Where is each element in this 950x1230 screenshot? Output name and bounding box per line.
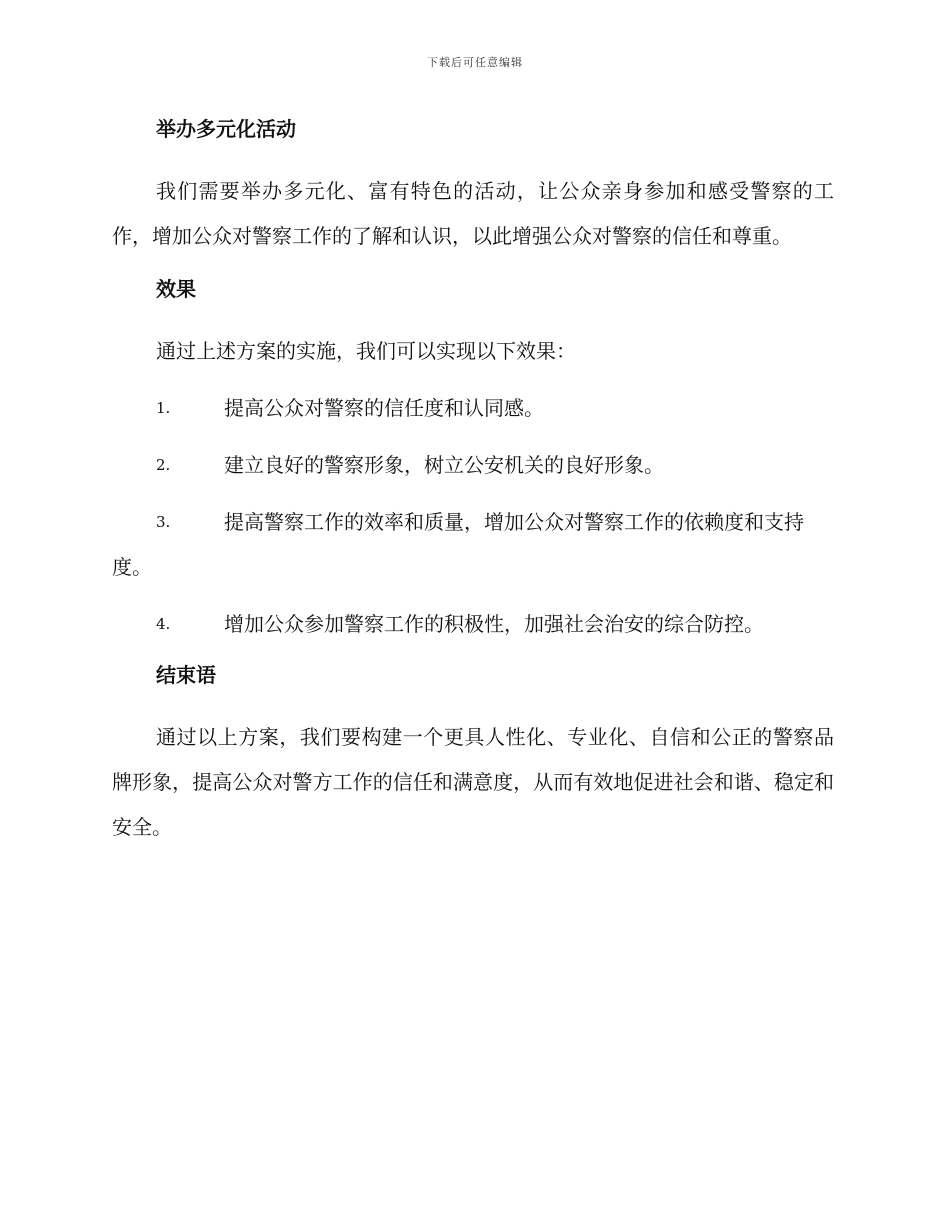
section-heading-conclusion: 结束语 <box>156 663 216 687</box>
paragraph-activities: 我们需要举办多元化、富有特色的活动，让公众亲身参加和感受警察的工作，增加公众对警察工作的了解和认识，以此增强公众对警察的信任和尊重。 <box>112 179 834 248</box>
list-item-text: 建立良好的警察形象，树立公安机关的良好形象。 <box>224 453 664 477</box>
list-item-number: 1. <box>156 399 171 417</box>
section-heading-effects: 效果 <box>156 277 196 301</box>
list-item <box>112 386 834 431</box>
list-item <box>112 443 834 488</box>
section-heading-activities: 举办多元化活动 <box>156 117 296 141</box>
list-item <box>112 602 834 647</box>
paragraph-effects-intro: 通过上述方案的实施，我们可以实现以下效果： <box>156 339 576 363</box>
list-item <box>112 500 834 590</box>
document-body <box>112 113 834 850</box>
paragraph-conclusion: 通过以上方案，我们要构建一个更具人性化、专业化、自信和公正的警察品牌形象，提高公众对警方工作的信任和满意度，从而有效地促进社会和谐、稳定和安全。 <box>112 725 834 839</box>
list-item-number: 2. <box>156 456 171 474</box>
list-item-number: 4. <box>156 615 171 633</box>
list-item-number: 3. <box>156 513 171 531</box>
page-header: 下载后可任意编辑 <box>427 56 523 69</box>
list-item-text: 增加公众参加警察工作的积极性，加强社会治安的综合防控。 <box>224 612 764 636</box>
list-item-text: 提高公众对警察的信任度和认同感。 <box>224 396 544 420</box>
list-item-text: 提高警察工作的效率和质量，增加公众对警察工作的依赖度和支持度。 <box>112 510 804 579</box>
